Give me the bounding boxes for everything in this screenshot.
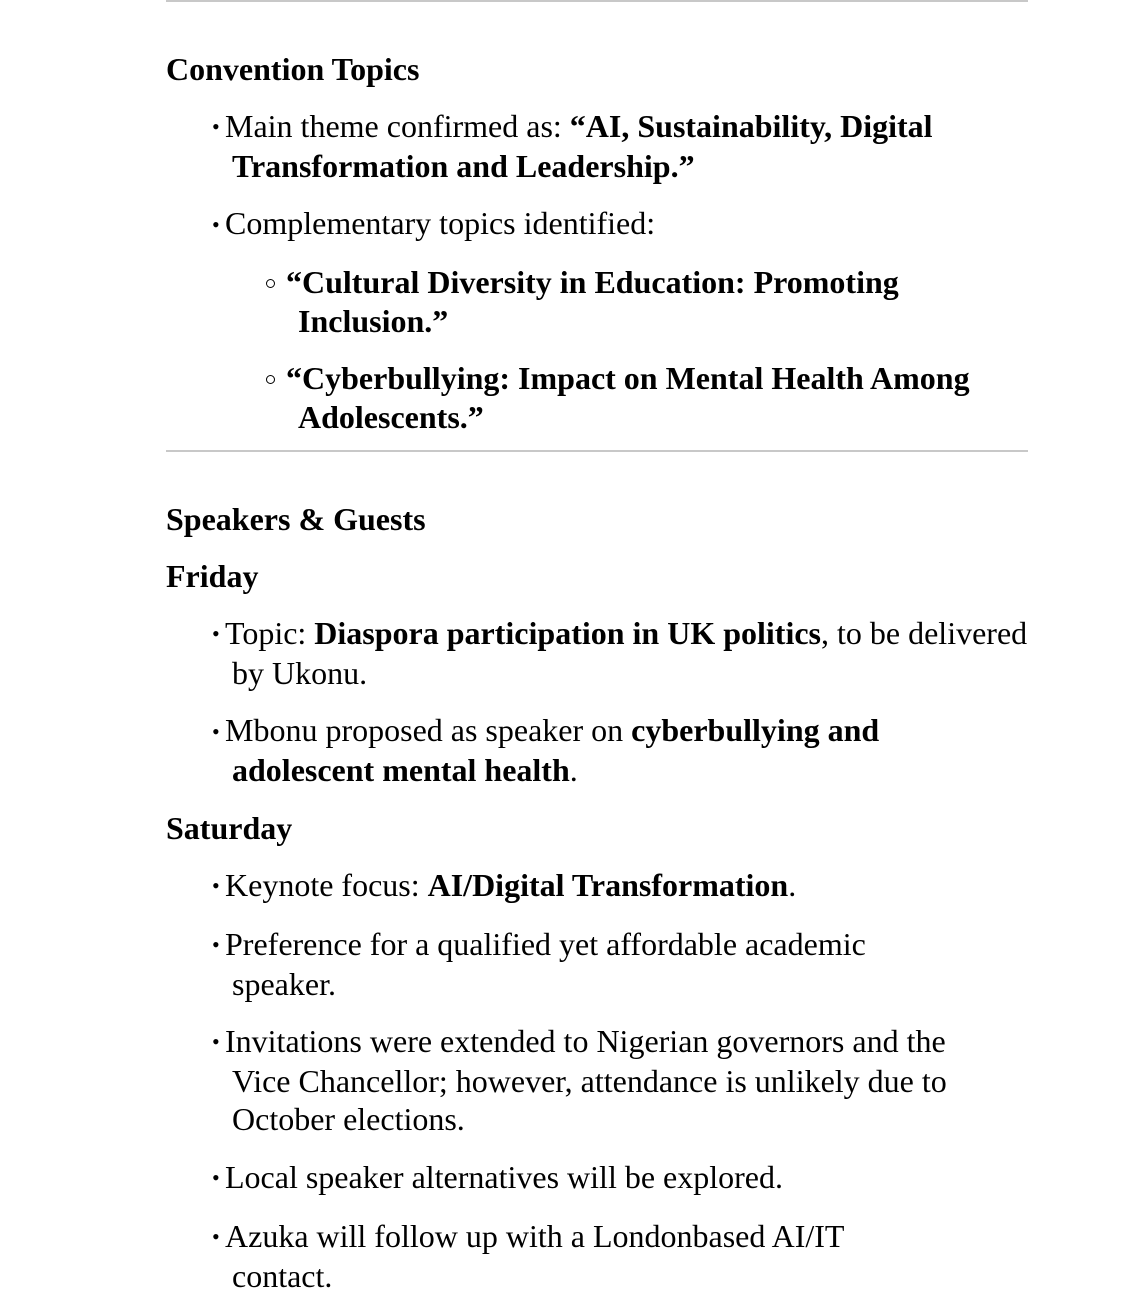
list-item-friday-mbonu: • Mbonu proposed as speaker on cyberbullying and adolescent mental health. xyxy=(212,712,880,789)
section-heading-convention-topics: Convention Topics xyxy=(166,51,420,87)
sublist-item-cyberbullying: “Cyberbullying: Impact on Mental Health Among Adolescents.” xyxy=(166,359,1028,436)
bullet-icon: • xyxy=(212,1029,220,1055)
section-speakers-guests xyxy=(166,500,1028,1314)
day-heading-saturday: Saturday xyxy=(166,809,293,846)
list-item-main-theme: • Main theme confirmed as: “AI, Sustainability, Digital Transformation and Leadership.” xyxy=(212,108,933,184)
bullet-icon: • xyxy=(212,1165,220,1191)
bullet-icon: • xyxy=(212,718,220,744)
list-item-saturday-invitations: • Invitations were extended to Nigerian governors and the Vice Chancellor; however, attendance is unlikely due to October elections. xyxy=(212,1023,947,1138)
bullet-icon: • xyxy=(212,1224,220,1250)
section-convention-topics xyxy=(166,50,1028,455)
circle-bullet-icon xyxy=(266,279,275,288)
bullet-icon: • xyxy=(212,114,220,140)
bullet-icon: • xyxy=(212,621,220,647)
list-item-saturday-local-alternatives: • Local speaker alternatives will be explored. xyxy=(166,1158,1028,1198)
list-item-friday-topic: • Topic: Diaspora participation in UK politics, to be delivered by Ukonu. xyxy=(212,615,1028,691)
bullet-icon: • xyxy=(212,211,220,237)
bullet-icon: • xyxy=(212,873,220,899)
sublist-item-cultural-diversity: “Cultural Diversity in Education: Promoting Inclusion.” xyxy=(166,263,1028,340)
day-heading-friday: Friday xyxy=(166,558,259,594)
list-item-saturday-preference: • Preference for a qualified yet affordable academic speaker. xyxy=(212,925,866,1002)
friday-list xyxy=(166,614,1028,790)
bullet-icon: • xyxy=(212,932,220,957)
section-heading-speakers-guests: Speakers & Guests xyxy=(166,501,426,537)
convention-topics-list xyxy=(166,107,1028,436)
divider-top xyxy=(166,0,1028,2)
circle-bullet-icon xyxy=(266,375,275,384)
list-item-complementary-intro: • Complementary topics identified: xyxy=(166,204,1028,244)
divider-middle xyxy=(166,450,1028,452)
list-item-saturday-keynote: • Keynote focus: AI/Digital Transformation. xyxy=(166,866,1028,906)
list-item-saturday-azuka: • Azuka will follow up with a Londonbased AI/IT contact. xyxy=(212,1217,844,1294)
saturday-list xyxy=(166,866,1028,1295)
